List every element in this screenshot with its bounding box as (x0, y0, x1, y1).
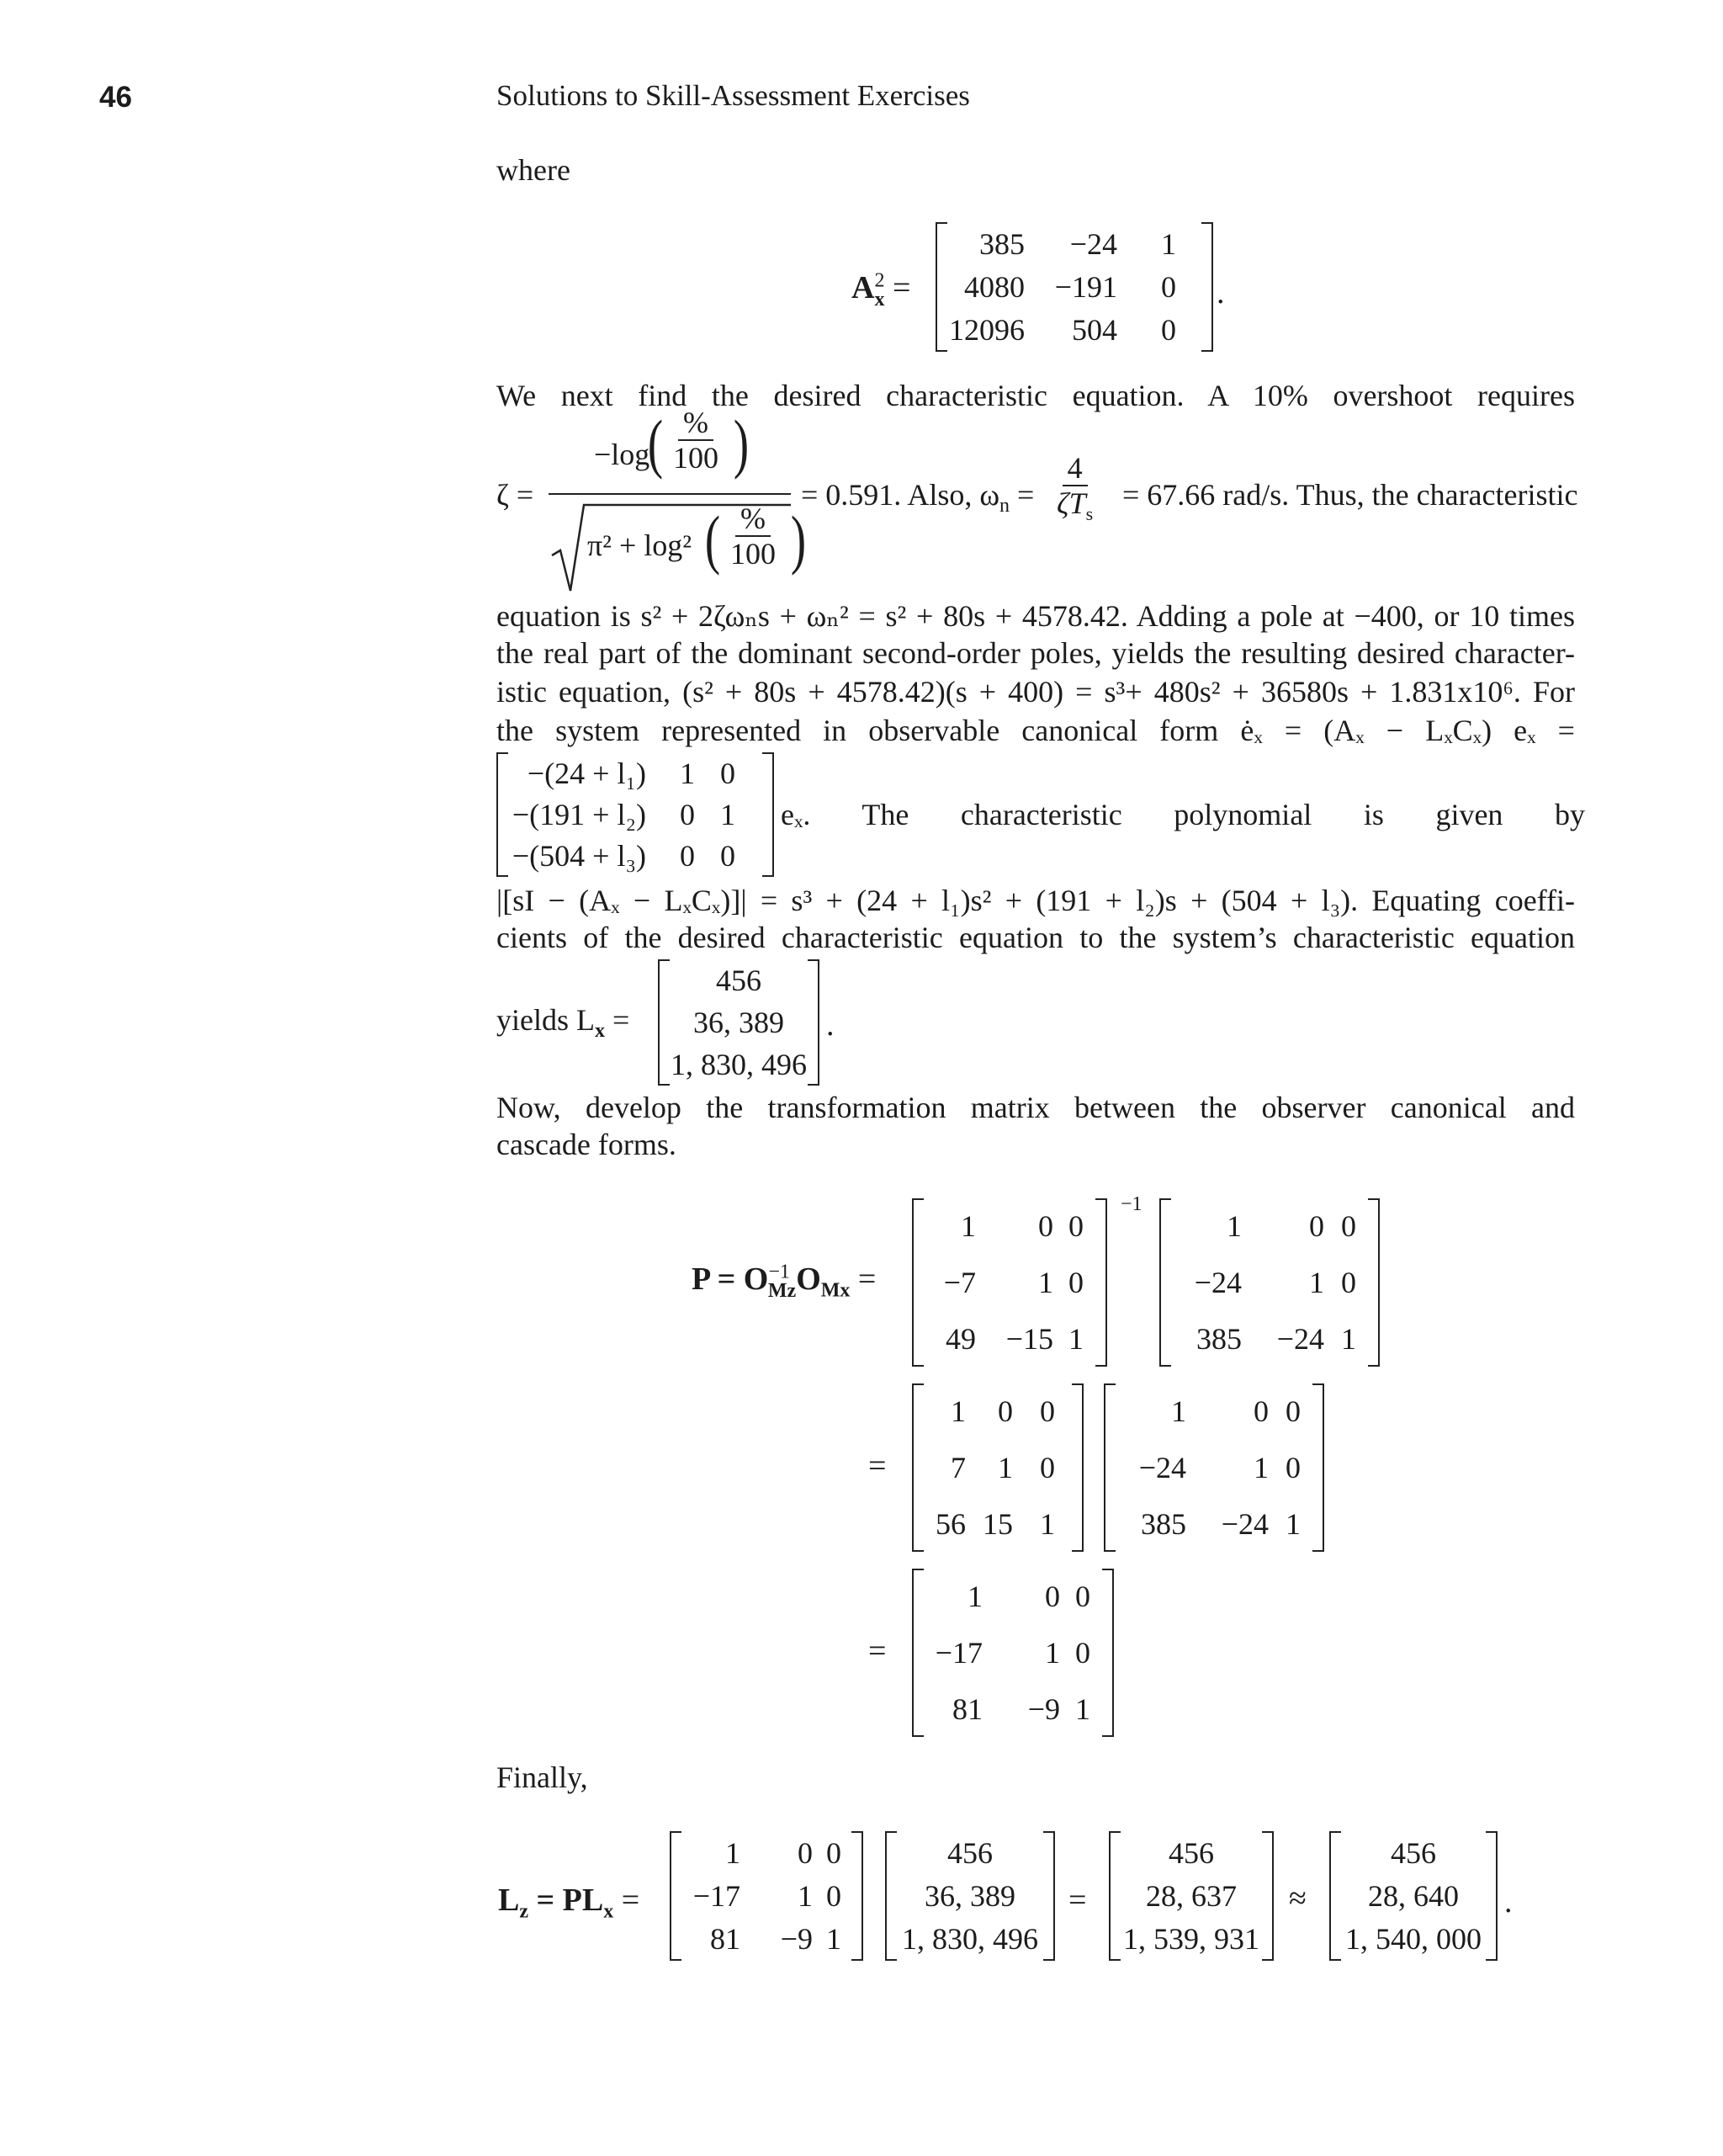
matrix-cell: 7 (951, 1450, 966, 1484)
ax2-period: . (1217, 275, 1225, 311)
matrix-cell: 456 (947, 1835, 993, 1870)
matrix-cell: −24 (1069, 226, 1117, 261)
matrix-cell: 0 (1068, 1209, 1084, 1244)
matrix-cell: 28, 637 (1146, 1878, 1237, 1913)
matrix-cell: −7 (943, 1265, 976, 1299)
p-equation-label: $P = O^{-1}_{Mz}O_{Mx}$ = (692, 1261, 877, 1302)
matrix-cell: 36, 389 (925, 1878, 1015, 1913)
coefficients-line: cients of the desired characteristic equation to the system’s characteristic equation (496, 921, 1575, 954)
matrix-cell: 0 (720, 839, 735, 874)
matrix-cell: 81 (952, 1691, 983, 1726)
matrix-cell: 385 (1196, 1321, 1242, 1356)
matrix-cell: 0 (1161, 269, 1176, 304)
matrix-cell: 1 (680, 756, 695, 790)
matrix-cell: 0 (680, 839, 695, 874)
equals-sign-lz: = (1068, 1883, 1087, 1918)
overshoot-line: We next find the desired characteristic equation. A 10% overshoot requires (496, 379, 1575, 412)
yields-lx-label: yields $L_x$ = (496, 1003, 630, 1043)
matrix-cell: 12096 (949, 313, 1025, 348)
now-line-2: cascade forms. (496, 1128, 676, 1161)
matrix-cell: −24 (1138, 1450, 1186, 1484)
matrix-cell: 0 (1286, 1394, 1301, 1429)
omz-inverse-matrix (912, 1383, 1084, 1552)
matrix-cell: 1, 830, 496 (902, 1922, 1038, 1957)
matrix-cell: 0 (1161, 313, 1176, 348)
lx-matrix-final (885, 1831, 1055, 1961)
matrix-cell: 385 (979, 226, 1025, 261)
matrix-cell: 1 (1171, 1394, 1186, 1429)
zeta-num-frac: ( $\frac{\%}{100}$ ) (647, 406, 750, 480)
lz-approx-matrix (1329, 1831, 1498, 1961)
charpoly-line: eₓ. The characteristic polynomial is given by (781, 798, 1585, 831)
matrix-cell: 456 (716, 964, 761, 997)
matrix-cell: 0 (680, 797, 695, 831)
matrix-cell: 4080 (964, 269, 1025, 304)
eq-line-1: equation is s² + 2ζωₙs + ωₙ² = s² + 80s + 4578.42. Adding a pole at −400, or 10 times (496, 599, 1575, 633)
observer-form-matrix (496, 752, 774, 877)
lz-equation-label: $L_z = PL_x$ = (498, 1883, 640, 1923)
where-text: where (496, 153, 570, 187)
matrix-cell: 1, 540, 000 (1345, 1922, 1482, 1957)
matrix-cell: −15 (1005, 1321, 1053, 1356)
eq-line-2: the real part of the dominant second-order poles, yields the resulting desired character- (496, 636, 1575, 670)
matrix-cell: 1 (1161, 226, 1176, 261)
matrix-cell: 56 (936, 1506, 966, 1541)
lx-matrix (658, 959, 819, 1086)
matrix-cell: 385 (1141, 1506, 1186, 1541)
ax2-matrix (936, 222, 1213, 352)
page-number: 46 (99, 81, 132, 114)
zeta-den-frac: ( $\frac{\%}{100}$ ) (704, 502, 807, 576)
approx-sign: ≈ (1289, 1881, 1307, 1916)
lz-period: . (1504, 1884, 1513, 1920)
matrix-cell: 1, 830, 496 (671, 1048, 807, 1081)
matrix-cell: 0 (998, 1394, 1013, 1429)
matrix-cell: 1 (1038, 1265, 1053, 1299)
matrix-cell: 0 (1075, 1580, 1090, 1614)
matrix-cell: −(24 + l₁) (527, 756, 646, 790)
p-matrix (912, 1569, 1114, 1737)
matrix-cell: 1 (1227, 1209, 1242, 1244)
matrix-cell: 1 (826, 1922, 841, 1957)
matrix-cell: 456 (1169, 1835, 1214, 1870)
matrix-cell: 1 (725, 1835, 740, 1870)
matrix-cell: 1 (968, 1580, 983, 1614)
lx-period: . (826, 1007, 835, 1043)
matrix-cell: −24 (1221, 1506, 1269, 1541)
matrix-cell: −(504 + l₃) (512, 839, 646, 874)
matrix-cell: 0 (1075, 1635, 1090, 1670)
matrix-cell: 0 (720, 756, 735, 790)
matrix-cell: 0 (1309, 1209, 1324, 1244)
omz-matrix (912, 1198, 1107, 1367)
matrix-cell: 504 (1072, 313, 1117, 348)
matrix-cell: 1 (998, 1450, 1013, 1484)
matrix-cell: 0 (798, 1835, 813, 1870)
matrix-cell: 1 (1040, 1506, 1055, 1541)
matrix-cell: 15 (983, 1506, 1013, 1541)
zeta-denominator: π² + log² (587, 528, 692, 562)
omx-matrix (1159, 1198, 1380, 1367)
matrix-cell: −191 (1054, 269, 1117, 304)
matrix-cell: 1, 539, 931 (1123, 1922, 1259, 1957)
matrix-cell: 0 (1341, 1209, 1356, 1244)
finally-text: Finally, (496, 1760, 588, 1794)
matrix-cell: 49 (946, 1321, 976, 1356)
equals-sign-3: = (868, 1633, 887, 1669)
matrix-cell: 81 (710, 1922, 740, 1957)
matrix-cell: 0 (1045, 1580, 1060, 1614)
p-matrix-final (670, 1831, 863, 1961)
matrix-cell: −(191 + l₂) (512, 797, 646, 831)
lz-exact-matrix (1109, 1831, 1274, 1961)
zeta-symbol: ζ = (496, 478, 534, 512)
now-line-1: Now, develop the transformation matrix between the observer canonical and (496, 1091, 1575, 1124)
matrix-cell: 1 (951, 1394, 966, 1429)
eq-line-3: istic equation, (s² + 80s + 4578.42)(s + 400) = s³+ 480s² + 36580s + 1.831x10⁶. For (496, 675, 1575, 709)
matrix-cell: 0 (1040, 1450, 1055, 1484)
omx-matrix-2 (1104, 1383, 1324, 1552)
zeta-value: = 0.591. Also, $\omega_n$ = (801, 478, 1035, 518)
matrix-cell: 0 (1038, 1209, 1053, 1244)
matrix-cell: 0 (1341, 1265, 1356, 1299)
inverse-superscript: −1 (1121, 1193, 1142, 1215)
running-title: Solutions to Skill-Assessment Exercises (496, 79, 970, 112)
wn-value: = 67.66 rad/s. Thus, the characteristic (1122, 478, 1578, 512)
matrix-cell: 456 (1391, 1835, 1436, 1870)
matrix-cell: 0 (1254, 1394, 1269, 1429)
matrix-cell: 1 (1254, 1450, 1269, 1484)
matrix-cell: 1 (720, 797, 735, 831)
matrix-cell: −24 (1194, 1265, 1242, 1299)
matrix-cell: 0 (826, 1835, 841, 1870)
matrix-cell: 0 (1040, 1394, 1055, 1429)
determinant-line: |[sI − (Aₓ − LₓCₓ)]| = s³ + (24 + l₁)s² + (191 + l₂)s + (504 + l₃). Equating coeffi- (496, 884, 1575, 917)
matrix-cell: −9 (1027, 1691, 1060, 1726)
eq-line-4: the system represented in observable canonical form ėₓ = (Aₓ − LₓCₓ) eₓ = (496, 714, 1575, 747)
equals-sign-2: = (868, 1448, 887, 1484)
matrix-cell: 1 (961, 1209, 976, 1244)
matrix-cell: 1 (798, 1878, 813, 1913)
matrix-cell: −9 (780, 1922, 813, 1957)
matrix-cell: 1 (1309, 1265, 1324, 1299)
wn-fraction: $\frac{4}{\zeta T_s}$ (1057, 451, 1094, 525)
matrix-cell: 28, 640 (1368, 1878, 1459, 1913)
matrix-cell: 1 (1286, 1506, 1301, 1541)
matrix-cell: 1 (1068, 1321, 1084, 1356)
zeta-numerator: −log (594, 438, 650, 471)
matrix-cell: −24 (1276, 1321, 1324, 1356)
zeta-fraction-bar (549, 493, 791, 495)
matrix-cell: −17 (692, 1878, 740, 1913)
matrix-cell: 0 (1068, 1265, 1084, 1299)
matrix-cell: 1 (1341, 1321, 1356, 1356)
matrix-cell: 0 (1286, 1450, 1301, 1484)
matrix-cell: 1 (1045, 1635, 1060, 1670)
matrix-cell: 36, 389 (693, 1006, 784, 1039)
matrix-cell: 1 (1075, 1691, 1090, 1726)
matrix-cell: 0 (826, 1878, 841, 1913)
ax2-label: $A^2_x$ = (851, 269, 911, 311)
matrix-cell: −17 (935, 1635, 983, 1670)
